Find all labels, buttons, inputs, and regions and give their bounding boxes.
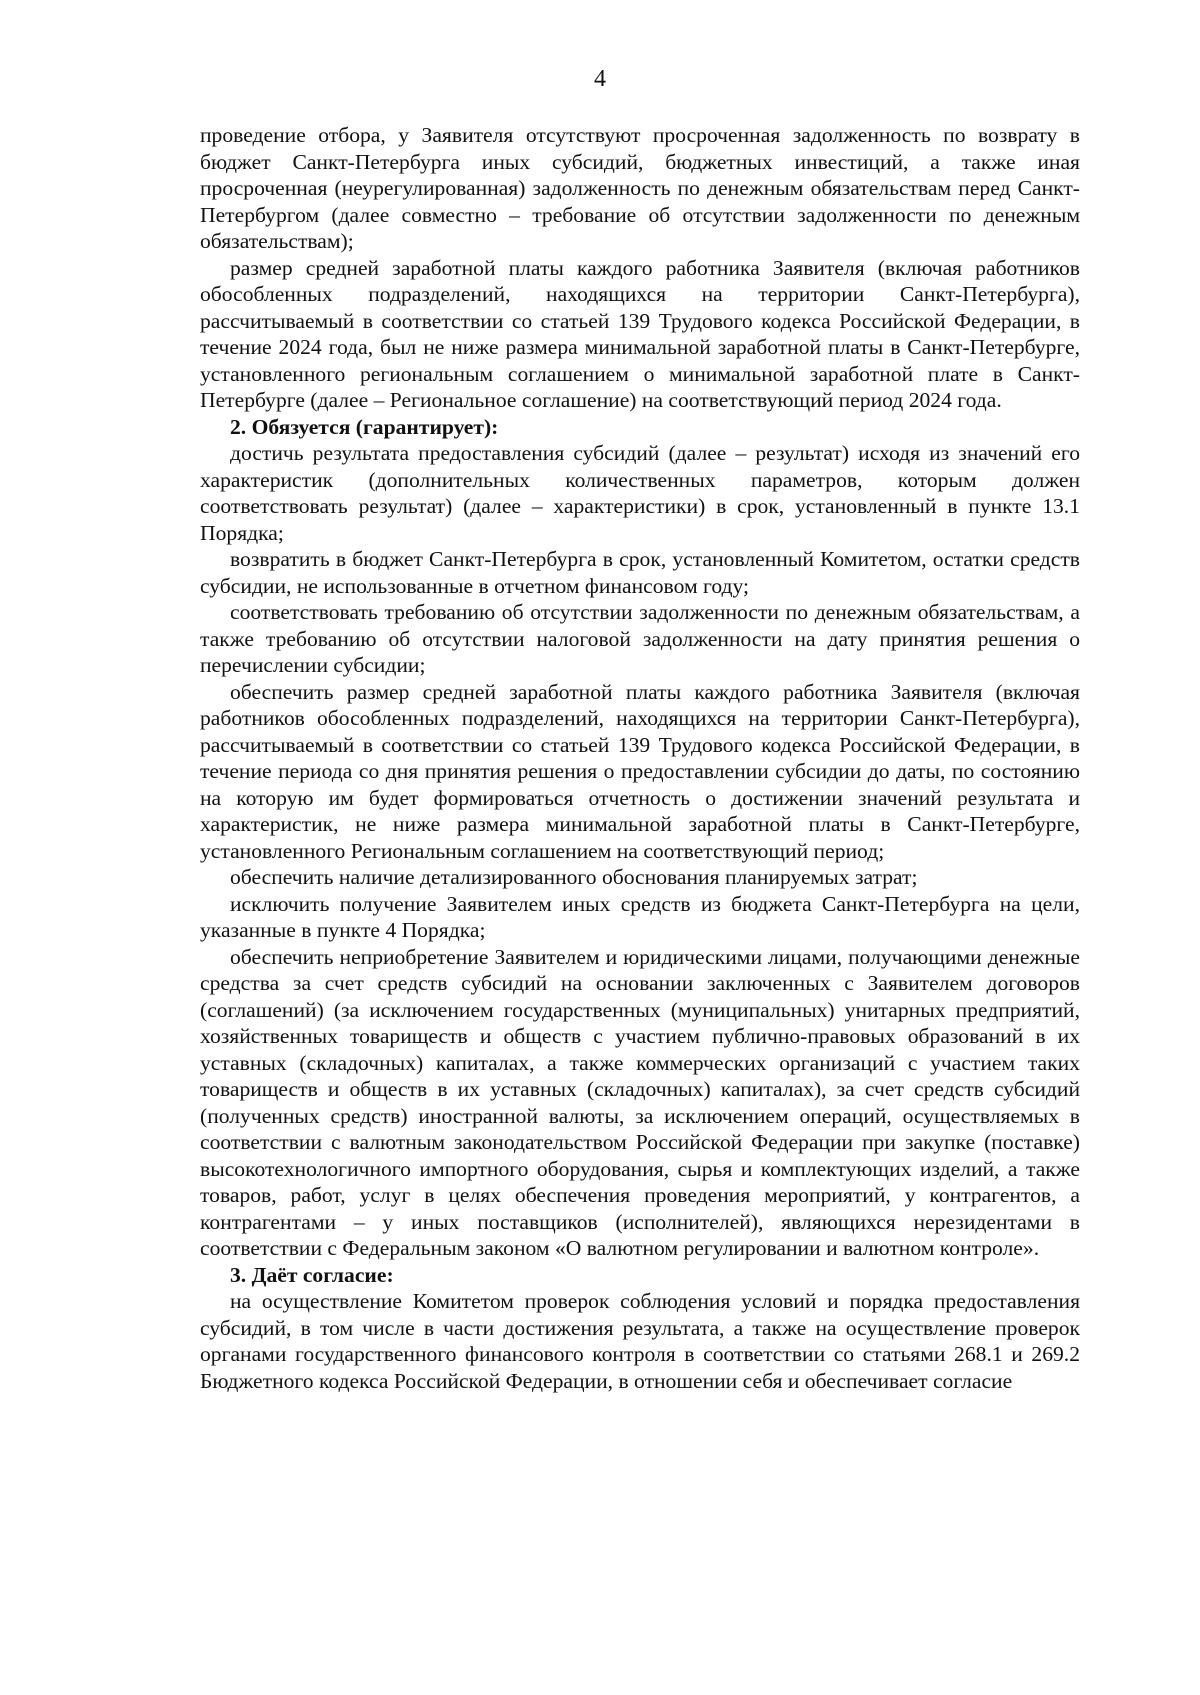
section-2-heading: 2. Обязуется (гарантирует):	[230, 414, 499, 439]
section-2-paragraph: обеспечить размер средней заработной платы каждого работника Заявителя (включая работников обособленных подразделений, находящихся на территории Санкт-Петербурга), рассчитываемый в соответствии со статьей 139 Трудового кодекса Российской Федерации, в течение периода со дня принятия решения о предоставлении субсидии до даты, по состоянию на которую им будет формироваться отчетность о достижении значений результата и характеристик, не ниже размера минимальной заработной платы в Санкт-Петербурге, установленного Региональным соглашением на соответствующий период;	[200, 679, 1080, 863]
page-number: 4	[594, 66, 606, 92]
document-body	[200, 122, 1080, 1394]
continuation-paragraph: проведение отбора, у Заявителя отсутствуют просроченная задолженность по возврату в бюджет Санкт-Петербурга иных субсидий, бюджетных инвестиций, а также иная просроченная (неурегулированная) задолженность по денежным обязательствам перед Санкт-Петербургом (далее совместно – требование об отсутствии задолженности по денежным обязательствам);	[200, 123, 1080, 253]
section-2-paragraph: возвратить в бюджет Санкт-Петербурга в срок, установленный Комитетом, остатки средств субсидии, не использованные в отчетном финансовом году;	[200, 547, 1080, 598]
section-2-paragraph: обеспечить неприобретение Заявителем и юридическими лицами, получающими денежные средства за счет средств субсидий на основании заключенных с Заявителем договоров (соглашений) (за исключением государственных (муниципальных) унитарных предприятий, хозяйственных товариществ и обществ с участием публично-правовых образований в их уставных (складочных) капиталах, а также коммерческих организаций с участием таких товариществ и обществ в их уставных (складочных) капиталах), за счет средств субсидий (полученных средств) иностранной валюты, за исключением операций, осуществляемых в соответствии с валютным законодательством Российской Федерации при закупке (поставке) высокотехнологичного импортного оборудования, сырья и комплектующих изделий, а также товаров, работ, услуг в целях обеспечения проведения мероприятий, у контрагентов, а контрагентами – у иных поставщиков (исполнителей), являющихся нерезидентами в соответствии с Федеральным законом «О валютном регулировании и валютном контроле».	[200, 944, 1080, 1260]
section-2-paragraph: обеспечить наличие детализированного обоснования планируемых затрат;	[230, 865, 918, 889]
section-3-heading: 3. Даёт согласие:	[230, 1262, 394, 1287]
section-2-paragraph: соответствовать требованию об отсутствии задолженности по денежным обязательствам, а также требованию об отсутствии налоговой задолженности на дату принятия решения о перечислении субсидии;	[200, 600, 1080, 677]
salary-paragraph: размер средней заработной платы каждого работника Заявителя (включая работников обособленных подразделений, находящихся на территории Санкт-Петербурга), рассчитываемый в соответствии со статьей 139 Трудового кодекса Российской Федерации, в течение 2024 года, был не ниже размера минимальной заработной платы в Санкт-Петербурге, установленного региональным соглашением о минимальной заработной плате в Санкт-Петербурге (далее – Региональное соглашение) на соответствующий период 2024 года.	[200, 255, 1080, 412]
section-2-paragraph: достичь результата предоставления субсидий (далее – результат) исходя из значений его характеристик (дополнительных количественных параметров, которым должен соответствовать результат) (далее – характеристики) в срок, установленный в пункте 13.1 Порядка;	[200, 441, 1080, 545]
section-2-paragraph: исключить получение Заявителем иных средств из бюджета Санкт-Петербурга на цели, указанные в пункте 4 Порядка;	[200, 891, 1080, 942]
section-3-paragraph: на осуществление Комитетом проверок соблюдения условий и порядка предоставления субсидий, в том числе в части достижения результата, а также на осуществление проверок органами государственного финансового контроля в соответствии со статьями 268.1 и 269.2 Бюджетного кодекса Российской Федерации, в отношении себя и обеспечивает согласие	[200, 1289, 1080, 1393]
